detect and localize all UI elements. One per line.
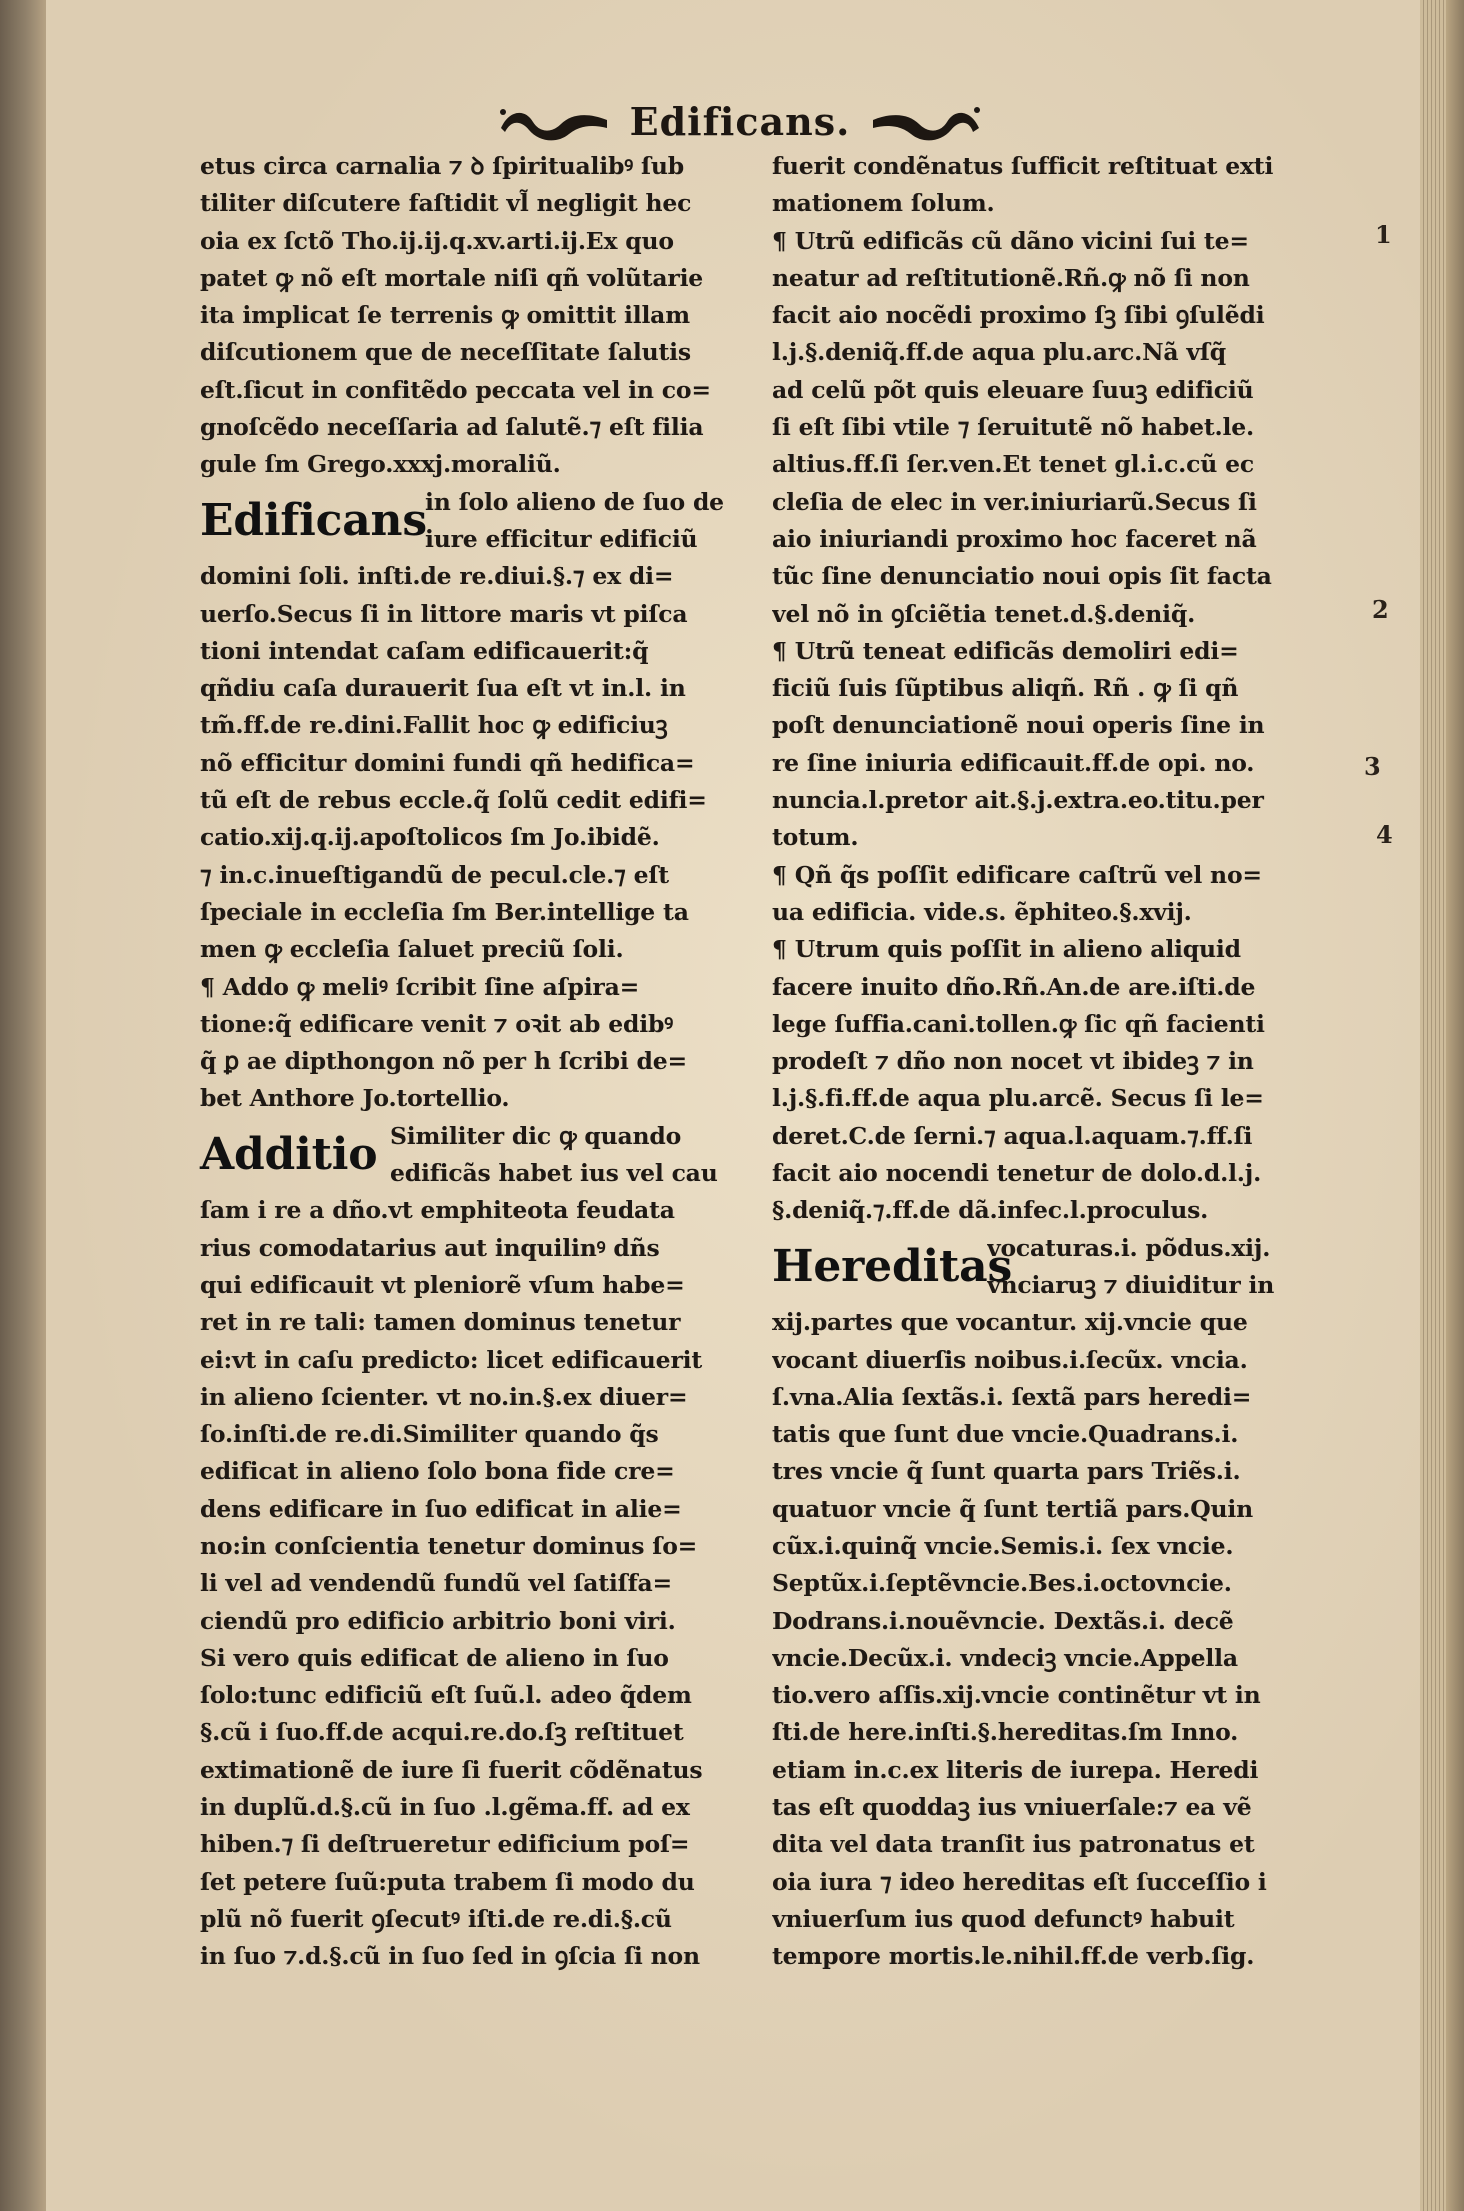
text-line: etus circa carnalia ⁊ ꝺ ſpiritualibꝰ ſub xyxy=(200,152,685,180)
text-line: facere inuito dño.Rñ.An.de are.iſti.de xyxy=(772,972,1256,1001)
text-line: vniuerſum ius quod defunctꝰ habuit xyxy=(772,1904,1235,1933)
text-line: ſi eſt ſibi vtile ⁊ ſeruitutẽ nõ habet.le. xyxy=(772,413,1254,442)
text-line: re ſine iniuria edificauit.ff.de opi. no. xyxy=(772,748,1255,777)
text-line: facit aio nocẽdi proximo ſꝫ ſibi ꝯſulẽdi xyxy=(772,301,1265,330)
text-line: quatuor vncie q̃ ſunt tertiã pars.Quin xyxy=(772,1494,1253,1523)
text-line: fuerit condẽnatus ſufficit reſtituat exti xyxy=(772,152,1274,180)
entry-lemma-sidebar xyxy=(390,1118,718,1193)
text-line: ret in re tali: tamen dominus tenetur xyxy=(200,1308,681,1337)
text-line: §.cũ i ſuo.ff.de acqui.re.do.ſꝫ reſtituet xyxy=(200,1718,684,1747)
text-line: Si vero quis edificat de alieno in ſuo xyxy=(200,1643,669,1672)
margin-number: 4 xyxy=(1376,820,1393,849)
text-line: rius comodatarius aut inquilinꝰ dñs xyxy=(200,1233,660,1262)
book-fore-edge xyxy=(1446,0,1464,2211)
text-line: vocaturas.i. põdus.xij. xyxy=(987,1233,1271,1262)
text-line: ſet petere ſuũ:puta trabem ſi modo du xyxy=(200,1867,695,1896)
text-line: lege ſuffia.cani.tollen.ꝙ ſic qñ facienti xyxy=(772,1009,1265,1038)
text-line: tempore mortis.le.nihil.ff.de verb.ſig. xyxy=(772,1942,1255,1971)
entry-lemma-sidebar xyxy=(425,484,724,559)
text-line: edificat in alieno ſolo bona fide cre= xyxy=(200,1457,675,1486)
entry-lemma: Edificans xyxy=(200,494,427,546)
text-line: tio.vero aſſis.xij.vncie continẽtur vt in xyxy=(772,1681,1261,1710)
text-line: Septũx.i.ſeptẽvncie.Bes.i.octovncie. xyxy=(772,1569,1232,1598)
text-line: gule ſm Grego.xxxj.moraliũ. xyxy=(200,450,561,479)
text-line: ciendũ pro edificio arbitrio boni viri. xyxy=(200,1606,676,1635)
text-line: men ꝙ eccleſia ſaluet preciũ ſoli. xyxy=(200,935,624,964)
text-line: etiam in.c.ex literis de iurepa. Heredi xyxy=(772,1755,1259,1784)
text-line: facit aio nocendi tenetur de dolo.d.l.j. xyxy=(772,1159,1262,1188)
text-line: ¶ Utrũ edificãs cũ dãno vicini ſui te= xyxy=(772,226,1249,255)
text-line: edificãs habet ius vel cau xyxy=(390,1159,718,1188)
margin-number: 3 xyxy=(1364,752,1381,781)
text-line: in duplũ.d.§.cũ in ſuo .l.gẽma.ff. ad ex xyxy=(200,1793,690,1822)
text-line: catio.xij.q.ij.apoſtolicos ſm Jo.ibidẽ. xyxy=(200,823,660,852)
text-line: tas eſt quoddaꝫ ius vniuerſale:⁊ ea vẽ xyxy=(772,1793,1252,1822)
text-line: tũc ſine denunciatio noui opis ſit facta xyxy=(772,562,1272,591)
text-line: ⁊ in.c.inueſtigandũ de pecul.cle.⁊ eſt xyxy=(200,860,669,889)
text-line: ſolo:tunc edificiũ eſt ſuũ.l. adeo q̃dem xyxy=(200,1681,692,1710)
text-line: patet ꝙ nõ eſt mortale niſi qñ volũtarie xyxy=(200,263,704,292)
entry-lemma: Hereditas xyxy=(772,1240,1013,1292)
text-line: nõ efficitur domini fundi qñ hedifica= xyxy=(200,748,695,777)
margin-number: 1 xyxy=(1375,220,1392,249)
entry-heading-additio xyxy=(200,1118,790,1193)
text-line: hiben.⁊ ſi deſtrueretur edificium poſ= xyxy=(200,1830,690,1859)
text-line: ita implicat ſe terrenis ꝙ omittit illam xyxy=(200,301,690,330)
text-line: qui edificauit vt pleniorẽ vſum habe= xyxy=(200,1270,685,1299)
text-line: nuncia.l.pretor ait.§.j.extra.eo.titu.per xyxy=(772,786,1264,815)
text-line: oia ex ſctõ Tho.ij.ij.q.xv.arti.ij.Ex quo xyxy=(200,226,674,255)
text-line: q̃ ꝑ ae dipthongon nõ per h ſcribi de= xyxy=(200,1047,688,1076)
left-text-column xyxy=(200,148,790,1976)
text-line: tres vncie q̃ ſunt quarta pars Triẽs.i. xyxy=(772,1457,1241,1486)
text-line: no:in conſcientia tenetur dominus ſo= xyxy=(200,1531,698,1560)
text-line: qñdiu caſa durauerit ſua eſt vt in.l. in xyxy=(200,674,686,703)
text-line: tioni intendat caſam edificauerit:q̃ xyxy=(200,636,649,665)
text-line: vocant diuerſis noibus.i.ſecũx. vncia. xyxy=(772,1345,1248,1374)
text-line: ficiũ ſuis ſũptibus aliqñ. Rñ . ꝙ ſi qñ xyxy=(772,674,1239,703)
text-line: altius.ff.ſi ſer.ven.Et tenet gl.i.c.cũ ec xyxy=(772,450,1254,479)
text-line: vel nõ in ꝯſciẽtia tenet.d.§.deniq̃. xyxy=(772,599,1196,628)
text-line: poſt denunciationẽ noui operis ſine in xyxy=(772,711,1265,740)
text-line: neatur ad reſtitutionẽ.Rñ.ꝙ nõ ſi non xyxy=(772,263,1250,292)
text-line: gnoſcẽdo neceſſaria ad ſalutẽ.⁊ eſt filia xyxy=(200,413,704,442)
text-line: uerſo.Secus ſi in littore maris vt piſca xyxy=(200,599,688,628)
text-line: tione:q̃ edificare venit ⁊ oꝛit ab edibꝰ xyxy=(200,1009,673,1038)
text-line: dita vel data tranſit ius patronatus et xyxy=(772,1830,1255,1859)
text-line: iure efficitur edificiũ xyxy=(425,524,698,553)
text-line: ſo.inſti.de re.di.Similiter quando q̃s xyxy=(200,1420,659,1449)
text-line: ſ.vna.Alia ſextãs.i. ſextã pars heredi= xyxy=(772,1382,1252,1411)
entry-heading-hereditas xyxy=(772,1230,1362,1305)
text-line: mationem ſolum. xyxy=(772,189,995,218)
text-line: ſam i re a dño.vt emphiteota feudata xyxy=(200,1196,675,1225)
text-line: in ſolo alieno de ſuo de xyxy=(425,487,724,516)
left-ornament-icon xyxy=(495,98,615,144)
text-line: ¶ Utrũ teneat edificãs demoliri edi= xyxy=(772,636,1239,665)
text-line: ¶ Qñ q̃s poſſit edificare caſtrũ vel no= xyxy=(772,860,1262,889)
text-line: ſpeciale in eccleſia ſm Ber.intellige ta xyxy=(200,897,689,926)
margin-number: 2 xyxy=(1372,595,1389,624)
text-line: cũx.i.quinq̃ vncie.Semis.i. ſex vncie. xyxy=(772,1531,1234,1560)
text-line: domini ſoli. inſti.de re.diui.§.⁊ ex di= xyxy=(200,562,674,591)
text-line: prodeſt ⁊ dño non nocet vt ibideꝫ ⁊ in xyxy=(772,1047,1254,1076)
right-ornament-icon xyxy=(865,98,985,144)
text-line: ſti.de here.inſti.§.hereditas.ſm Inno. xyxy=(772,1718,1239,1747)
text-line: bet Anthore Jo.tortellio. xyxy=(200,1084,510,1113)
text-line: tm̃.ff.de re.dini.Fallit hoc ꝙ edificiuꝫ xyxy=(200,711,668,740)
entry-heading-edificans xyxy=(200,484,790,559)
text-line: tiliter diſcutere faſtidit vl̃ negligit hec xyxy=(200,189,692,218)
text-line: oia iura ⁊ ideo hereditas eſt ſucceſſio i xyxy=(772,1867,1267,1896)
text-line: tũ eſt de rebus eccle.q̃ ſolũ cedit edifi= xyxy=(200,786,707,815)
text-line: l.j.§.deniq̃.ff.de aqua plu.arc.Nã vſq̃ xyxy=(772,338,1226,367)
right-text-column xyxy=(772,148,1362,1976)
text-line: ¶ Utrum quis poſſit in alieno aliquid xyxy=(772,935,1241,964)
text-line: §.deniq̃.⁊.ff.de dã.infec.l.proculus. xyxy=(772,1196,1209,1225)
text-line: cleſia de elec in ver.iniuriarũ.Secus ſi xyxy=(772,487,1257,516)
text-line: xij.partes que vocantur. xij.vncie que xyxy=(772,1308,1248,1337)
text-line: ua edificia. vide.s. ẽphiteo.§.xvij. xyxy=(772,897,1192,926)
text-line: vncie.Decũx.i. vndeciꝫ vncie.Appella xyxy=(772,1643,1238,1672)
text-line: in ſuo ⁊.d.§.cũ in ſuo ſed in ꝯſcia ſi non xyxy=(200,1942,700,1971)
text-line: extimationẽ de iure ſi fuerit cõdẽnatus xyxy=(200,1755,703,1784)
text-line: ad celũ põt quis eleuare ſuuꝫ edificiũ xyxy=(772,375,1254,404)
entry-lemma-sidebar xyxy=(987,1230,1274,1305)
text-line: deret.C.de ſerni.⁊ aqua.l.aquam.⁊.ff.ſi xyxy=(772,1121,1253,1150)
text-line: dens edificare in ſuo edificat in alie= xyxy=(200,1494,682,1523)
text-line: in alieno ſcienter. vt no.in.§.ex diuer= xyxy=(200,1382,688,1411)
text-line: diſcutionem que de neceſſitate ſalutis xyxy=(200,338,691,367)
text-line: li vel ad vendendũ fundũ vel ſatiſfa= xyxy=(200,1569,672,1598)
running-head: Edificans. xyxy=(629,98,851,144)
book-gutter xyxy=(0,0,46,2211)
text-line: aio iniuriandi proximo hoc faceret nã xyxy=(772,524,1257,553)
text-line: ¶ Addo ꝙ meliꝰ ſcribit ſine aſpira= xyxy=(200,972,640,1001)
entry-lemma: Additio xyxy=(200,1129,378,1181)
text-line: tatis que ſunt due vncie.Quadrans.i. xyxy=(772,1420,1239,1449)
text-line: l.j.§.fi.ff.de aqua plu.arcẽ. Secus ſi le= xyxy=(772,1084,1264,1113)
text-line: ei:vt in caſu predicto: licet edificauerit xyxy=(200,1345,703,1374)
text-line: Dodrans.i.nouẽvncie. Dextãs.i. decẽ xyxy=(772,1606,1234,1635)
page-fore-edge-stack xyxy=(1420,0,1446,2211)
text-line: eſt.ſicut in confitẽdo peccata vel in co= xyxy=(200,375,711,404)
text-line: plũ nõ fuerit ꝯſecutꝰ iſti.de re.di.§.cũ xyxy=(200,1904,672,1933)
text-line: vnciaruꝫ ⁊ diuiditur in xyxy=(987,1270,1275,1299)
text-line: totum. xyxy=(772,823,859,852)
text-line: Similiter dic ꝙ quando xyxy=(390,1121,682,1150)
